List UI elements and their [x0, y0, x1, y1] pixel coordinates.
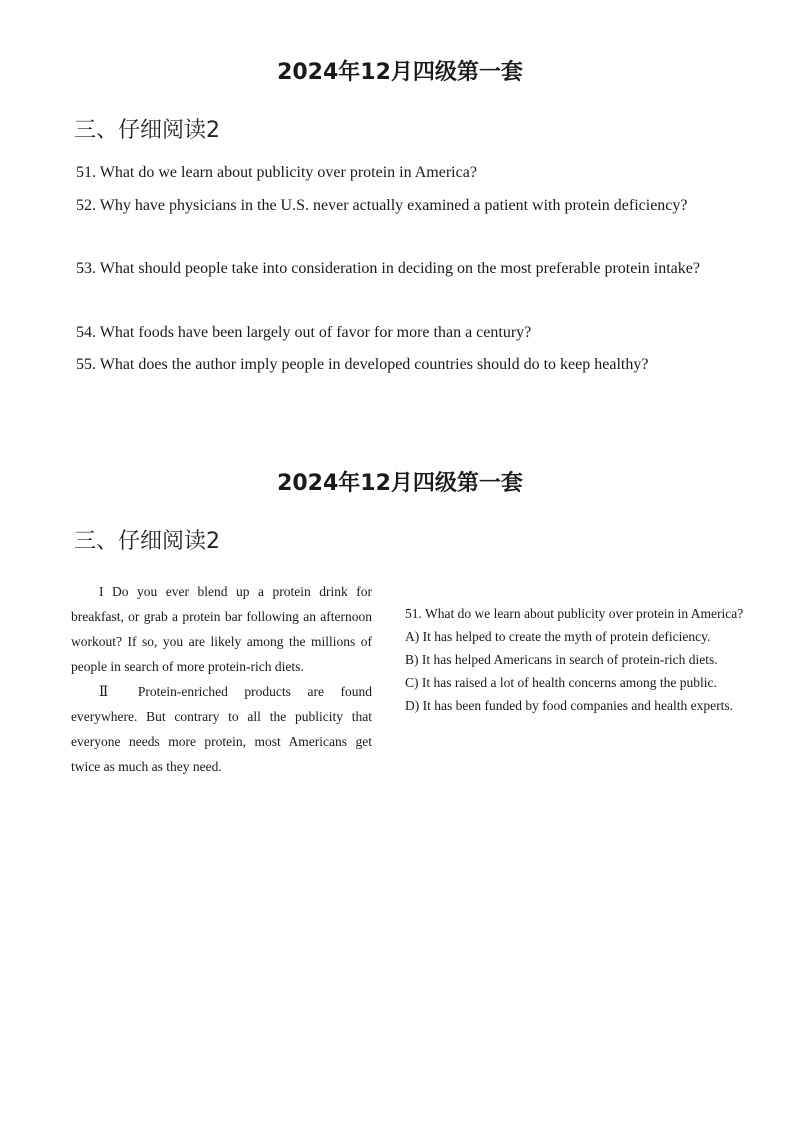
- page-title-repeat: 2024年12月四级第一套: [277, 471, 523, 496]
- question-52: 52. Why have physicians in the U.S. never actually examined a patient with protein deficiency?: [76, 197, 688, 214]
- page-title: 2024年12月四级第一套: [277, 60, 523, 85]
- question-stem: 51. What do we learn about publicity over protein in America?: [405, 606, 744, 621]
- option-b[interactable]: B) It has helped Americans in search of protein-rich diets.: [405, 652, 718, 667]
- option-c[interactable]: C) It has raised a lot of health concerns among the public.: [405, 675, 717, 690]
- question-51: 51. What do we learn about publicity over protein in America?: [76, 164, 477, 181]
- question-53: 53. What should people take into consideration in deciding on the most preferable protein intake?: [76, 260, 700, 277]
- section-heading-repeat: 三、仔细阅读2: [74, 529, 220, 554]
- section-heading: 三、仔细阅读2: [74, 118, 220, 143]
- passage-paragraph-2: Ⅱ Protein-enriched products are found everywhere. But contrary to all the publicity that everyone needs more protein, most Americans get twice as much as they need.: [71, 684, 372, 774]
- question-block: [405, 602, 747, 717]
- reading-passage: [71, 579, 372, 779]
- option-a[interactable]: A) It has helped to create the myth of protein deficiency.: [405, 629, 711, 644]
- question-55: 55. What does the author imply people in developed countries should do to keep healthy?: [76, 356, 649, 373]
- question-54: 54. What foods have been largely out of favor for more than a century?: [76, 324, 532, 341]
- option-d[interactable]: D) It has been funded by food companies and health experts.: [405, 698, 734, 713]
- passage-paragraph-1: I Do you ever blend up a protein drink for breakfast, or grab a protein bar following an afternoon workout? If so, you are likely among the millions of people in search of more protein-rich diets.: [71, 584, 372, 674]
